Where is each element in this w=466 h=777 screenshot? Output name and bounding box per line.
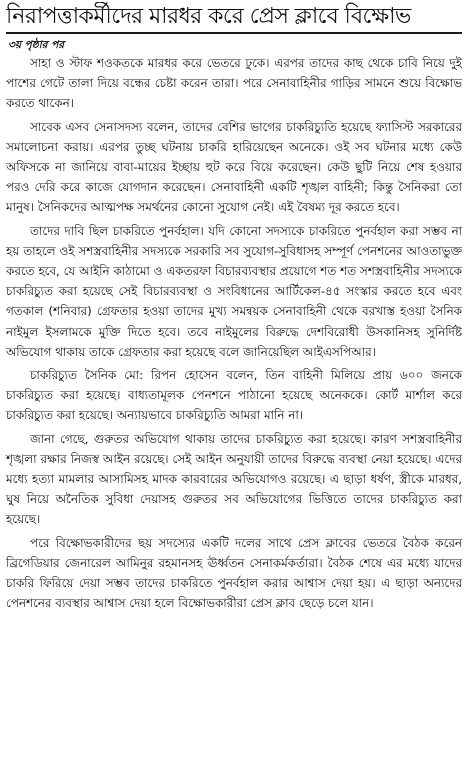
paragraph-6: পরে বিক্ষোভকারীদের ছয় সদস্যের একটি দলের সাথে প্রেস ক্লাবের ভেতরে বৈঠক করেন ব্রিগেডিয়ার জেনারেল আমিনুর রহমানসহ ঊর্ধ্বতন সেনাকর্মকর্তারা। বৈঠক শেষে এর মধ্যে যাদের চাকরি ফিরিয়ে দেয়া সম্ভব তাদের চাকরিতে পুনর্বহাল করার আশ্বাস দেয়া হয়। এ ছাড়া অন্যদের পেনশনের ব্যবস্থার আশ্বাস দেয়া হলে বিক্ষোভকারীরা প্রেস ক্লাব ছেড়ে চলে যান। <box>6 535 462 611</box>
paragraph-3: তাদের দাবি ছিল চাকরিতে পুনর্বহাল। যদি কোনো সদস্যকে চাকরিতে পুনর্বহাল করা সম্ভব না হয় তাহলে ওই সশস্ত্রবাহিনীর সদস্যকে সরকারি সব সুযোগ-সুবিধাসহ সম্পূর্ণ পেনশনের আওতাভুক্ত করতে হবে, যে আইনি কাঠামো ও একতরফা বিচারব্যবস্থার প্রয়োগে শত শত সশস্ত্রবাহিনীর সদস্যকে চাকরিচ্যুত করা হয়েছে সেই বিচারব্যবস্থা ও সংবিধানের আর্টিকেল-৪৫ সংস্কার করতে হবে এবং গতকাল (শনিবার) গ্রেফতার হওয়া তাদের মুখ্য সমন্বয়ক সেনাবাহিনী থেকে বরখাস্ত হওয়া সৈনিক নাইমুল ইসলামকে মুক্তি দিতে হবে। তবে নাইমুলের বিরুদ্ধে দেশবিরোধী উসকানিসহ সুনির্দিষ্ট অভিযোগ থাকায় তাকে গ্রেফতার করা হয়েছে বলে জানিয়েছিল আইএসপিআর। <box>6 223 462 359</box>
paragraph-5: জানা গেছে, গুরুতর অভিযোগ থাকায় তাদের চাকরিচ্যুত করা হয়েছে। কারণ সশস্ত্রবাহিনীর শৃঙ্খলা রক্ষার নিজস্ব আইন রয়েছে। সেই আইন অনুযায়ী তাদের বিরুদ্ধে ব্যবস্থা নেয়া হয়েছে। এদের মধ্যে হত্যা মামলার আসামিসহ মাদক কারবারের অভিযোগও রয়েছে। এ ছাড়া ধর্ষণ, স্ত্রীকে মারধর, ঘুষ নিয়ে অনৈতিক সুবিধা দেয়াসহ গুরুতর সব অভিযোগের ভিত্তিতে তাদের চাকরিচ্যুত করা হয়েছে। <box>6 431 462 527</box>
continued-from-label: ৩য় পৃষ্ঠার পর <box>8 39 65 51</box>
article-headline: নিরাপত্তাকর্মীদের মারধর করে প্রেস ক্লাবে বিক্ষোভ <box>6 2 462 34</box>
paragraph-4: চাকরিচ্যুত সৈনিক মো: রিপন হোসেন বলেন, তিন বাহিনী মিলিয়ে প্রায় ৬০০ জনকে চাকরিচ্যুত করা হয়েছে। বাধ্যতামূলক পেনশনে পাঠানো হয়েছে অনেককে। কোর্ট মার্শাল করে চাকরিচ্যুত করা হয়েছে। অন্যায়ভাবে চাকরিচ্যুতি আমরা মানি না। <box>6 368 462 423</box>
paragraph-2: সাবেক এসব সেনাসদস্য বলেন, তাদের বেশির ভাগের চাকরিচ্যুতি হয়েছে ফ্যাসিস্ট সরকারের সমালোচনা করায়। এরপর তুচ্ছ ঘটনায় চাকরি হারিয়েছেন অনেকে। ওই সব ঘটনার মধ্যে কেউ অফিসকে না জানিয়ে বাবা-মায়ের ইচ্ছায় হুট করে বিয়ে করেছেন। কেউ ছুটি নিয়ে শেষ হওয়ার পরও দেরি করে কাজে যোগদান করেছেন। সেনাবাহিনী একটি শৃঙ্খল বাহিনী; কিন্তু সৈনিকরা তো মানুষ। সৈনিকদের আত্মপক্ষ সমর্থনের কোনো সুযোগ নেই। এই বৈষম্য দূর করতে হবে। <box>6 119 462 215</box>
paragraph-1: সাহা ও স্টাফ শওকতকে মারধর করে ভেতরে ঢুকে। এরপর তাদের কাছ থেকে চাবি নিয়ে দুই পাশের গেটে তালা দিয়ে বন্ধের চেষ্টা করেন তারা। পরে সেনাবাহিনীর গাড়ির সামনে শুয়ে বিক্ষোভ করতে থাকেন। <box>6 56 462 111</box>
article-body <box>6 53 462 613</box>
